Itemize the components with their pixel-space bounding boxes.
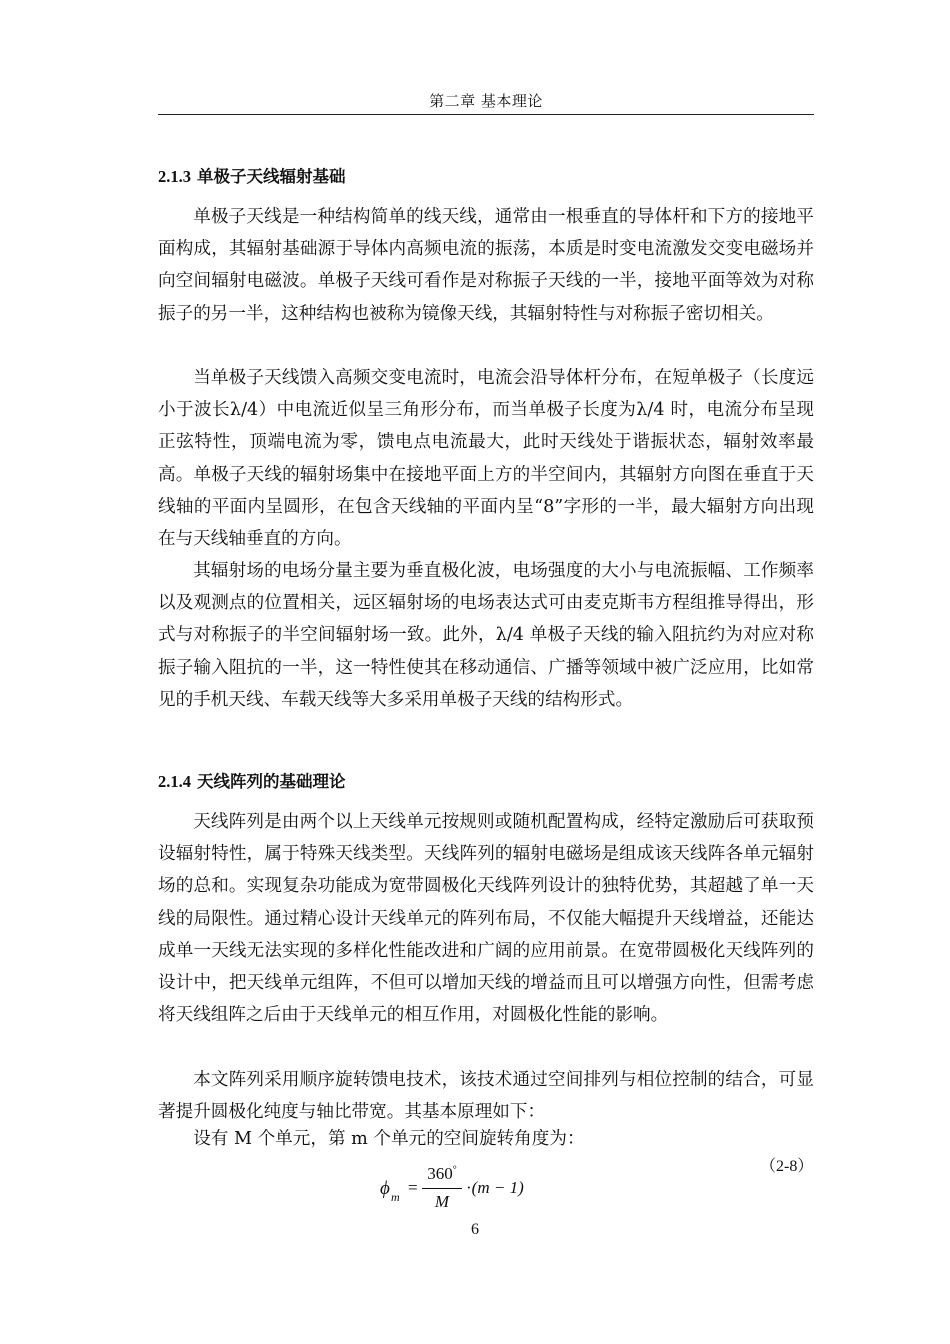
section-number: 2.1.3 (158, 167, 191, 186)
equation-symbol: ϕ (380, 1178, 390, 1199)
section-heading-2-1-4 (158, 771, 346, 793)
section-title: 天线阵列的基础理论 (197, 772, 346, 791)
paragraph: 本文阵列采用顺序旋转馈电技术，该技术通过空间排列与相位控制的结合，可显著提升圆极化纯度与轴比带宽。其基本原理如下： (158, 1070, 814, 1123)
fraction-numerator: 360° (427, 1164, 457, 1183)
paragraph: 天线阵列是由两个以上天线单元按规则或随机配置构成，经特定激励后可获取预设辐射特性，属于特殊天线类型。天线阵列的辐射电磁场是组成该天线阵各单元辐射场的总和。实现复杂功能成为宽带圆极化天线阵列设计的独特优势，其超越了单一天线的局限性。通过精心设计天线单元的阵列布局，不仅能大幅提升天线增益，还能达成单一天线无法实现的多样化性能改进和广阔的应用前景。在宽带圆极化天线阵列的设计中，把天线单元组阵，不但可以增加天线的增益而且可以增强方向性，但需考虑将天线组阵之后由于天线单元的相互作用，对圆极化性能的影响。 (158, 812, 814, 1026)
paragraph: 设有 M 个单元，第 m 个单元的空间旋转角度为： (193, 1129, 585, 1149)
paragraph: 其辐射场的电场分量主要为垂直极化波，电场强度的大小与电流振幅、工作频率以及观测点的位置相关，远区辐射场的电场表达式可由麦克斯韦方程组推导得出，形式与对称振子的半空间辐射场一致。此外，λ/4 单极子天线的输入阻抗约为对应对称振子输入阻抗的一半，这一特性使其在移动通信、广播等领域中被广泛应用，比如常见的手机天线、车载天线等大多采用单极子天线的结构形式。 (158, 561, 814, 710)
equation-equals: = (408, 1178, 418, 1197)
equation-subscript: m (391, 1190, 400, 1204)
running-header: 第二章 基本理论 (429, 92, 543, 110)
fraction-bar (422, 1188, 462, 1189)
paragraph: 单极子天线是一种结构简单的线天线，通常由一根垂直的导体杆和下方的接地平面构成，其辐射基础源于导体内高频电流的振荡，本质是时变电流激发交变电磁场并向空间辐射电磁波。单极子天线可看作是对称振子天线的一半，接地平面等效为对称振子的另一半，这种结构也被称为镜像天线，其辐射特性与对称振子密切相关。 (158, 207, 814, 324)
header-rule (158, 114, 814, 115)
section-heading-2-1-3 (158, 166, 346, 188)
section-title: 单极子天线辐射基础 (197, 167, 346, 186)
page-number: 6 (471, 1221, 479, 1238)
section-number: 2.1.4 (158, 772, 191, 791)
fraction-denominator: M (434, 1192, 450, 1211)
equation-factor: ·(m − 1) (466, 1178, 524, 1197)
equation-label: （2-8） (760, 1158, 814, 1175)
paragraph: 当单极子天线馈入高频交变电流时，电流会沿导体杆分布，在短单极子（长度远小于波长λ/4）中电流近似呈三角形分布，而当单极子长度为λ/4 时，电流分布呈现正弦特性，顶端电流为零，馈电点电流最大，此时天线处于谐振状态，辐射效率最高。单极子天线的辐射场集中在接地平面上方的半空间内，其辐射方向图在垂直于天线轴的平面内呈圆形，在包含天线轴的平面内呈“8”字形的一半，最大辐射方向出现在与天线轴垂直的方向。 (158, 368, 814, 550)
